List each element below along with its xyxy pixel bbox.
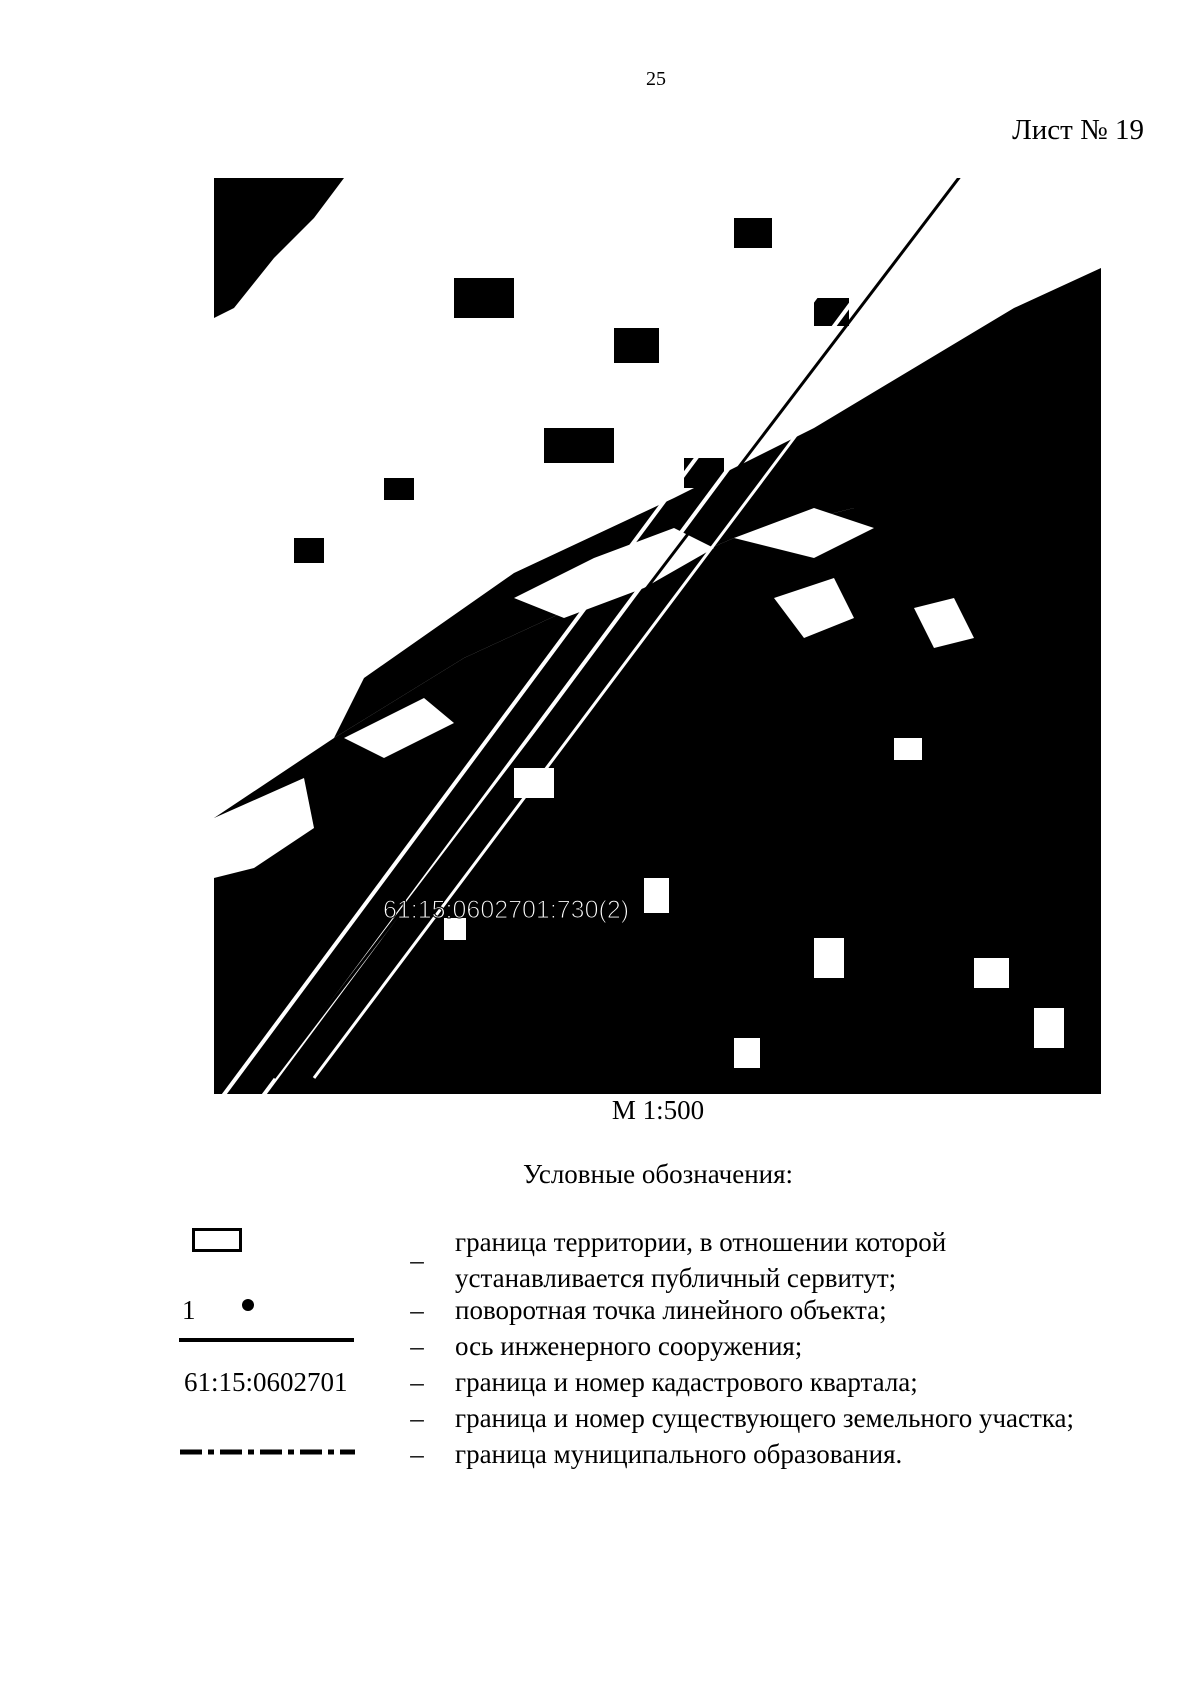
map-dark-patch-top bbox=[214, 178, 344, 318]
legend-symbol-cadastral-number: 61:15:0602701 bbox=[184, 1367, 348, 1397]
legend-text: поворотная точка линейного объекта; bbox=[455, 1295, 887, 1325]
legend-text: граница и номер существующего земельного участка; bbox=[455, 1403, 1075, 1433]
legend-dash: – bbox=[410, 1439, 424, 1469]
page-number: 25 bbox=[646, 68, 666, 90]
legend-dash: – bbox=[410, 1367, 424, 1397]
legend-symbol-solid-line bbox=[179, 1338, 354, 1342]
legend-dash: – bbox=[410, 1245, 424, 1275]
map-parcel-label: 61:15:0602701:730(2) bbox=[383, 896, 630, 924]
legend-dash: – bbox=[410, 1331, 424, 1361]
legend-symbol-dash-dot-line bbox=[180, 1449, 355, 1455]
sheet-label: Лист № 19 bbox=[1012, 114, 1144, 146]
legend-dash: – bbox=[410, 1295, 424, 1325]
map-image bbox=[214, 178, 1101, 1094]
legend-dash: – bbox=[410, 1403, 424, 1433]
legend-text: граница муниципального образования. bbox=[455, 1439, 903, 1469]
legend-text: ось инженерного сооружения; bbox=[455, 1331, 803, 1361]
legend-symbol-point-number: 1 bbox=[182, 1295, 196, 1325]
legend-text-continued: устанавливается публичный сервитут; bbox=[455, 1263, 897, 1293]
legend-text: граница территории, в отношении которой bbox=[455, 1227, 947, 1257]
legend-symbol-rectangle bbox=[192, 1228, 242, 1252]
legend-title: Условные обозначения: bbox=[522, 1159, 794, 1189]
legend-symbol-point-dot bbox=[242, 1299, 254, 1311]
legend-text: граница и номер кадастрового квартала; bbox=[455, 1367, 918, 1397]
map-scale: М 1:500 bbox=[611, 1095, 705, 1125]
